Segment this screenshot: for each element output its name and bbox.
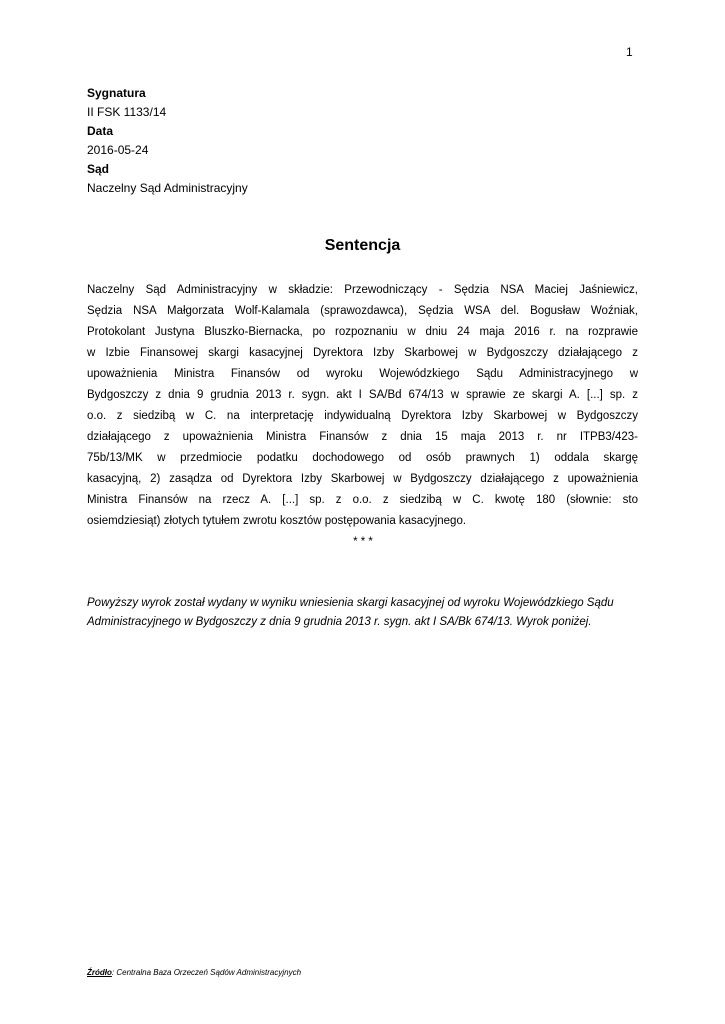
sentence-heading: Sentencja <box>324 237 401 254</box>
footer-source <box>87 967 301 979</box>
metadata-block <box>87 84 248 198</box>
sentence-line: osiemdziesiąt) złotych tytułem zwrotu kosztów postępowania kasacyjnego. <box>87 515 467 527</box>
sentence-line: działającego z upoważnienia Ministra Finansów z dnia 15 maja 2013 r. nr ITPB3/423- <box>87 431 638 443</box>
signature-label: Sygnatura <box>87 86 146 100</box>
signature-value: II FSK 1133/14 <box>87 105 167 119</box>
sentence-line: kasacyjną, 2) zasądza od Dyrektora Izby Skarbowej w Bydgoszczy działającego z upoważnienia <box>87 473 638 485</box>
note-line: Administracyjnego w Bydgoszczy z dnia 9 grudnia 2013 r. sygn. akt I SA/Bk 674/13. Wyrok poniżej. <box>87 616 592 628</box>
date-value: 2016-05-24 <box>87 143 149 157</box>
court-label: Sąd <box>87 162 110 176</box>
footer-source-label: Źródło <box>87 968 112 977</box>
page-number: 1 <box>626 45 633 59</box>
sentence-line: Naczelny Sąd Administracyjny w składzie: Przewodniczący - Sędzia NSA Maciej Jaśniewicz, <box>87 284 638 296</box>
note-paragraph <box>87 594 647 632</box>
sentence-line: upoważnienia Ministra Finansów od wyroku Wojewódzkiego Sądu Administracyjnego w <box>87 368 638 380</box>
sentence-line: w Izbie Finansowej skargi kasacyjnej Dyrektora Izby Skarbowej w Bydgoszczy działającego z <box>87 347 638 359</box>
sentence-line: o.o. z siedzibą w C. na interpretację indywidualną Dyrektora Izby Skarbowej w Bydgoszczy <box>87 410 638 422</box>
sentence-line: Sędzia NSA Małgorzata Wolf-Kalamala (sprawozdawca), Sędzia WSA del. Bogusław Woźniak, <box>87 305 638 317</box>
sentence-line: 75b/13/MK w przedmiocie podatku dochodowego od osób prawnych 1) oddala skargę <box>87 452 638 464</box>
court-value: Naczelny Sąd Administracyjny <box>87 181 248 195</box>
sentence-line: Protokolant Justyna Bluszko-Biernacka, po rozpoznaniu w dniu 24 maja 2016 r. na rozprawie <box>87 326 638 338</box>
sentence-line: Bydgoszczy z dnia 9 grudnia 2013 r. sygn. akt I SA/Bd 674/13 w sprawie ze skargi A. [...] sp. z <box>87 389 638 401</box>
footer-source-text: : Centralna Baza Orzeczeń Sądów Administracyjnych <box>111 968 302 977</box>
sentence-paragraph <box>87 280 638 532</box>
sentence-line: Ministra Finansów na rzecz A. [...] sp. z o.o. z siedzibą w C. kwotę 180 (słownie: sto <box>87 494 638 506</box>
section-separator: * * * <box>352 536 373 548</box>
date-label: Data <box>87 124 114 138</box>
note-line: Powyższy wyrok został wydany w wyniku wniesienia skargi kasacyjnej od wyroku Wojewódzkiego Sądu <box>87 597 614 609</box>
